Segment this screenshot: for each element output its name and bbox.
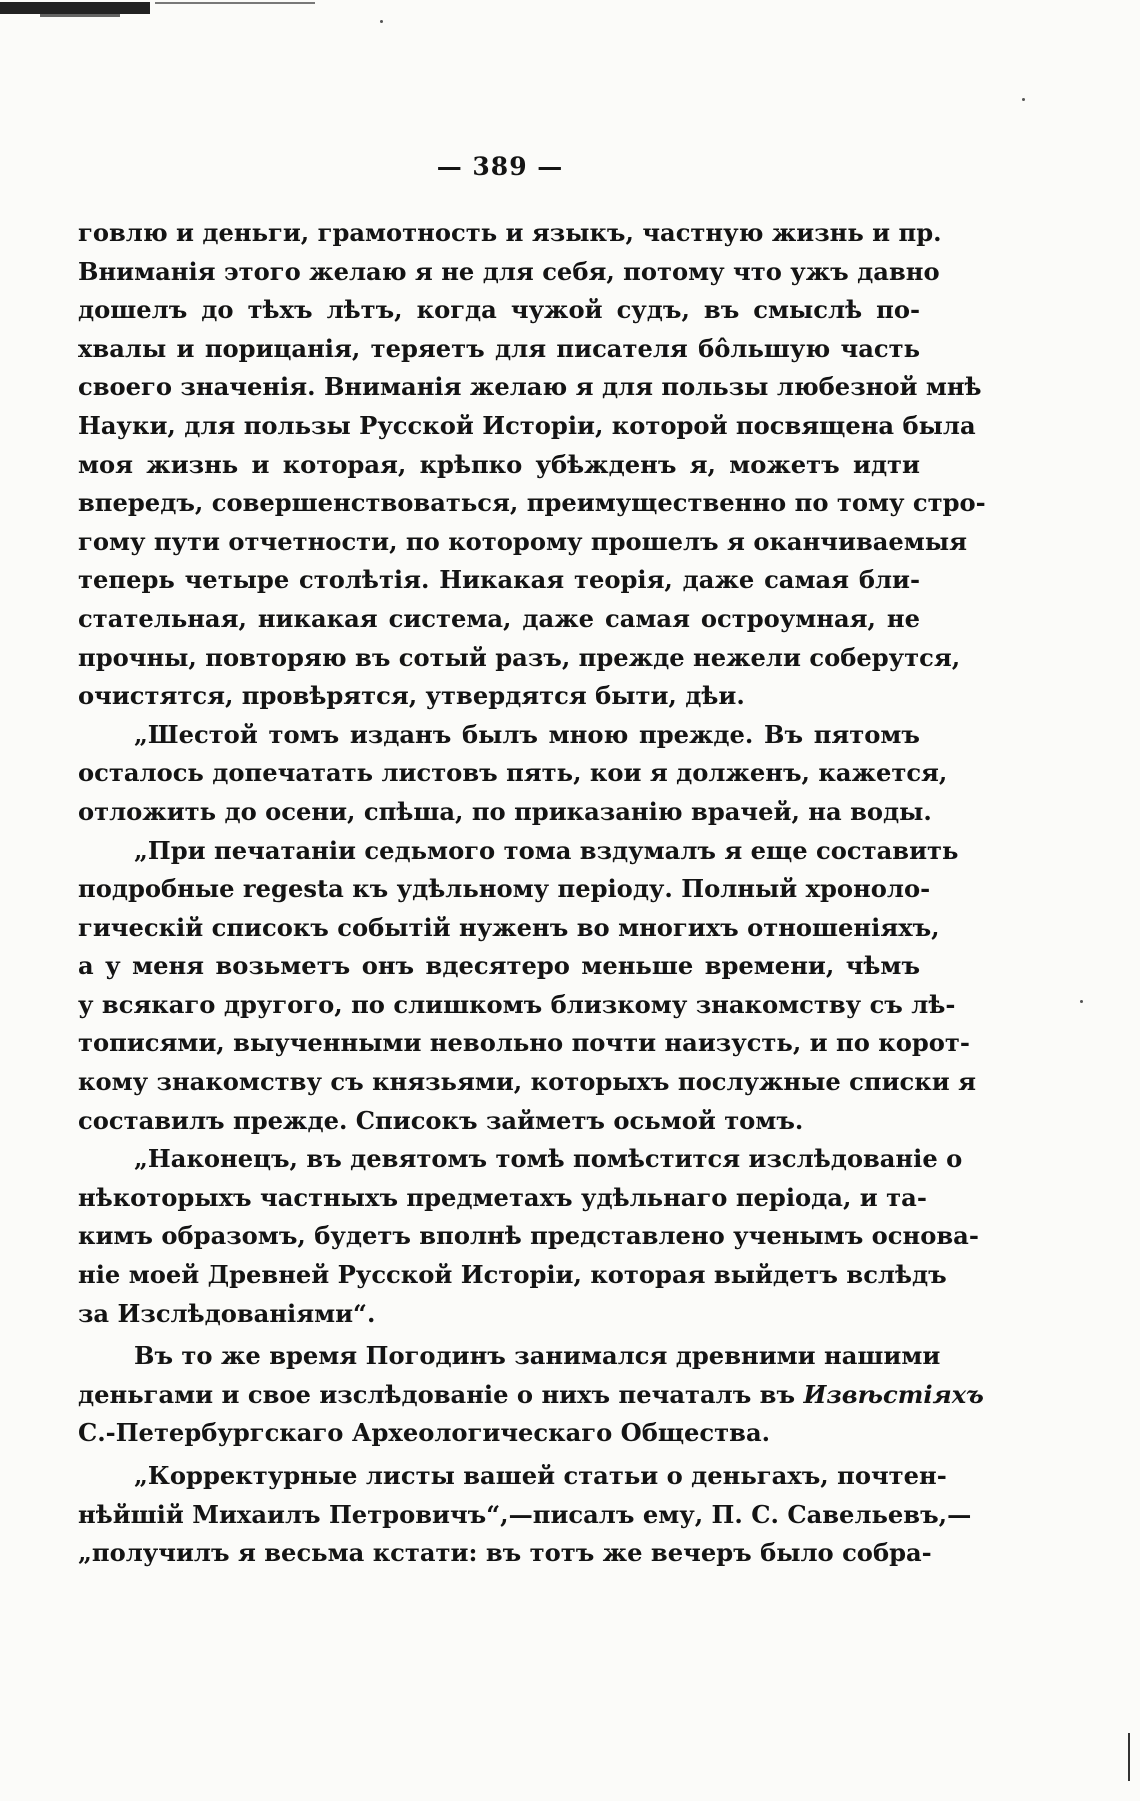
text-line: тописями, выученными невольно почти наизусть, и по корот- xyxy=(78,1028,970,1058)
text-line: прочны, повторяю въ сотый разъ, прежде нежели соберутся, xyxy=(78,642,961,672)
text-line: составилъ прежде. Списокъ займетъ осьмой томъ. xyxy=(78,1105,804,1135)
text-line: подробные regesta къ удѣльному періоду. Полный хроноло- xyxy=(78,874,931,904)
text-line: у всякаго другого, по слишкомъ близкому знакомству съ лѣ- xyxy=(78,989,956,1019)
text-line: „Шестой томъ изданъ былъ мною прежде. Въ пятомъ xyxy=(134,719,920,749)
text-line: „Наконецъ, въ девятомъ томѣ помѣстится изслѣдованіе о xyxy=(134,1144,963,1174)
scan-edge-line xyxy=(1128,1733,1130,1781)
text-line: стательная, никакая система, даже самая остроумная, не xyxy=(78,603,920,633)
page-number: — 389 — xyxy=(436,152,564,181)
text-line: Въ то же время Погодинъ занимался древними нашими xyxy=(134,1341,941,1371)
text-fragment: деньгами и свое изслѣдованіе о нихъ печаталъ въ xyxy=(78,1379,796,1409)
text-line: отложить до осени, спѣша, по приказанію врачей, на воды. xyxy=(78,796,932,826)
paragraph xyxy=(78,214,986,716)
text-line: С.-Петербургскаго Археологическаго Общества. xyxy=(78,1418,771,1448)
text-line: своего значенія. Вниманія желаю я для пользы любезной мнѣ xyxy=(78,372,982,402)
text-line xyxy=(78,1376,984,1415)
speck xyxy=(1022,98,1025,101)
speck xyxy=(380,20,383,23)
text-line: говлю и деньги, грамотность и языкъ, частную жизнь и пр. xyxy=(78,218,942,247)
text-line: гическій списокъ событій нуженъ во многихъ отношеніяхъ, xyxy=(78,912,940,942)
text-line: теперь четыре столѣтія. Никакая теорія, даже самая бли- xyxy=(78,565,920,595)
text-line: Вниманія этого желаю я не для себя, потому что ужъ давно xyxy=(78,256,940,286)
text-line: очистятся, провѣрятся, утвердятся быти, дѣи. xyxy=(78,681,745,711)
text-line: ніе моей Древней Русской Исторіи, которая выйдетъ вслѣдъ xyxy=(78,1260,947,1290)
text-line: моя жизнь и которая, крѣпко убѣжденъ я, можетъ идти xyxy=(78,449,920,479)
text-line: нѣйшій Михаилъ Петровичъ“,—писалъ ему, П. С. Савельевъ,— xyxy=(78,1499,972,1529)
text-line: осталось допечатать листовъ пять, кои я долженъ, кажется, xyxy=(78,758,948,788)
text-line: дошелъ до тѣхъ лѣтъ, когда чужой судъ, въ смыслѣ по- xyxy=(78,295,920,325)
text-line: „При печатаніи седьмого тома вздумалъ я еще составить xyxy=(134,835,959,865)
italic-title: Извѣстіяхъ xyxy=(803,1379,984,1409)
text-line: впередъ, совершенствоваться, преимущественно по тому стро- xyxy=(78,488,986,518)
text-line: кимъ образомъ, будетъ вполнѣ представлено ученымъ основа- xyxy=(78,1221,979,1251)
paragraph xyxy=(78,1457,972,1573)
scan-edge-artifact xyxy=(0,0,330,20)
paragraph xyxy=(78,1140,979,1333)
text-line: кому знакомству съ князьями, которыхъ послужные списки я xyxy=(78,1067,976,1097)
text-line: „получилъ я весьма кстати: въ тотъ же вечеръ было собра- xyxy=(78,1538,932,1568)
text-line: за Изслѣдованіями“. xyxy=(78,1298,376,1328)
text-line: хвалы и порицанія, теряетъ для писателя бо̂льшую часть xyxy=(78,333,920,363)
speck xyxy=(1080,1000,1083,1003)
text-line: гому пути отчетности, по которому прошелъ я оканчиваемыя xyxy=(78,526,967,556)
paragraph xyxy=(78,1337,984,1453)
text-line: а у меня возьметъ онъ вдесятеро меньше времени, чѣмъ xyxy=(78,951,920,981)
text-line: „Корректурные листы вашей статьи о деньгахъ, почтен- xyxy=(134,1461,947,1490)
body-text xyxy=(78,214,986,1573)
text-line: Науки, для пользы Русской Исторіи, которой посвящена была xyxy=(78,410,976,440)
paragraph xyxy=(78,832,976,1141)
paragraph xyxy=(78,716,948,832)
text-line: нѣкоторыхъ частныхъ предметахъ удѣльнаго періода, и та- xyxy=(78,1182,927,1212)
